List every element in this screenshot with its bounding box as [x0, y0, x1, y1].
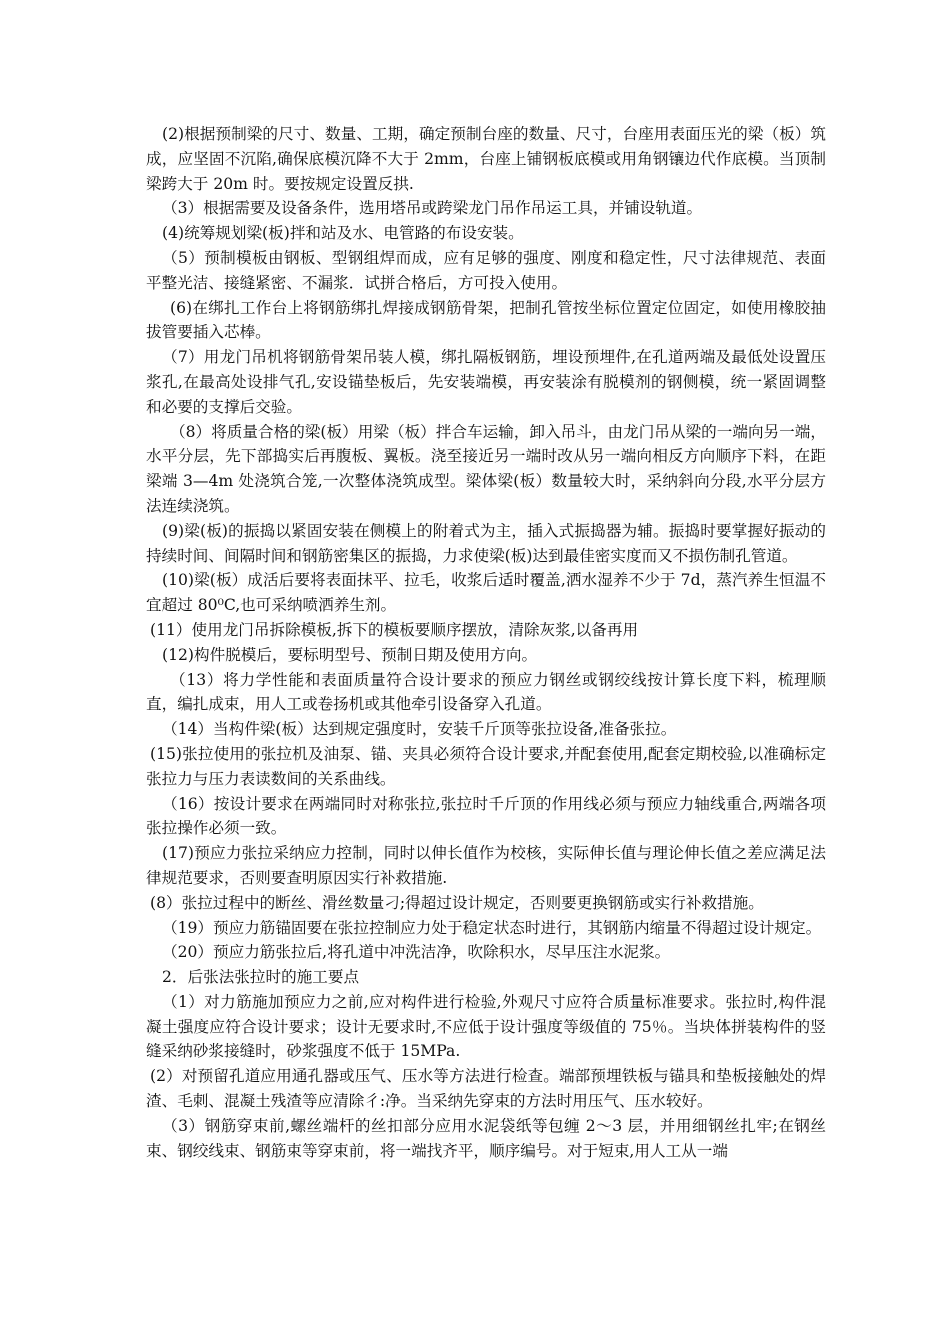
paragraph-17: (17)预应力张拉采纳应力控制，同时以伸长值作为校核，实际伸长值与理论伸长值之差应满足法律规范要求，否则要查明原因实行补救措施.	[146, 844, 826, 887]
paragraph-10: (10)梁(板）成活后要将表面抹平、拉毛，收浆后适时覆盖,洒水湿养不少于 7d，蒸汽养生恒温不宜超过 80⁰C,也可采纳喷洒养生剂。	[146, 571, 826, 615]
paragraph-9: (9)梁(板)的振捣以紧固安装在侧模上的附着式为主，插入式振捣器为辅。振捣时要掌握好振动的持续时间、间隔时间和钢筋密集区的振捣，力求使梁(板)达到最佳密实度而又不损伤制孔管道。	[146, 521, 826, 565]
paragraph-11: (11）使用龙门吊拆除模板,拆下的模板要顺序摆放，清除灰浆,以备再用	[150, 620, 639, 639]
paragraph-post-2: (2）对预留孔道应用通孔器或压气、压水等方法进行检查。端部预埋铁板与锚具和垫板接触处的焊渣、毛刺、混凝土残渣等应清除彳:净。当采纳先穿束的方法时用压气、压水较好。	[146, 1067, 826, 1111]
paragraph-8: （8）将质量合格的梁(板）用梁（板）拌合车运输，卸入吊斗，由龙门吊从梁的一端向另一端，水平分层，先下部捣实后再腹板、翼板。浇至接近另一端时改从另一端向相反方向顺序下料，在距梁端 3—4m 处浇筑合笼,一次整体浇筑成型。梁体梁(板）数量较大时，采纳斜向分段,水平分层方法连续浇筑。	[146, 422, 826, 515]
paragraph-15: (15)张拉使用的张拉机及油泵、锚、夹具必须符合设计要求,并配套使用,配套定期校验,以准确标定张拉力与压力表读数间的关系曲线。	[146, 744, 826, 788]
paragraph-3: （3）根据需要及设备条件，选用塔吊或跨梁龙门吊作吊运工具，并铺设轨道。	[162, 199, 703, 218]
paragraph-6: (6)在绑扎工作台上将钢筋绑扎焊接成钢筋骨架，把制孔管按坐标位置定位固定，如使用橡胶抽拔管要插入芯棒。	[146, 298, 826, 342]
paragraph-2: (2)根据预制梁的尺寸、数量、工期，确定预制台座的数量、尺寸，台座用表面压光的梁（板）筑成，应坚固不沉陷,确保底模沉降不大于 2mm，台座上铺钢板底模或用角钢镶边代作底模。当顶制梁跨大于 20m 时。要按规定设置反拱.	[146, 125, 826, 193]
paragraph-post-3: （3）钢筋穿束前,螺丝端杆的丝扣部分应用水泥袋纸等包缠 2～3 层，并用细钢丝扎牢;在钢丝束、钢绞线束、钢筋束等穿束前，将一端找齐平，顺序编号。对于短束,用人工从一端	[146, 1116, 826, 1160]
paragraph-5: （5）预制模板由钢板、型钢组焊而成，应有足够的强度、刚度和稳定性，尺寸法律规范、表面平整光洁、接缝紧密、不漏浆．试拼合格后，方可投入使用。	[146, 248, 826, 292]
paragraph-post-1: （1）对力筋施加预应力之前,应对构件进行检验,外观尺寸应符合质量标准要求。张拉时,构件混凝土强度应符合设计要求；设计无要求时,不应低于设计强度等级值的 75％。当块体拼装构件的竖缝采纳砂浆接缝时，砂浆强度不低于 15MPa.	[146, 992, 826, 1061]
paragraph-12: (12)构件脱模后，要标明型号、预制日期及使用方向。	[162, 645, 538, 664]
paragraph-14: （14）当构件梁(板）达到规定强度时，安装千斤顶等张拉设备,准备张拉。	[162, 720, 677, 739]
paragraph-7: （7）用龙门吊机将钢筋骨架吊装人模，绑扎隔板钢筋，埋设预埋件,在孔道两端及最低处设置压浆孔,在最高处设排气孔,安设锚垫板后，先安装端模，再安装涂有脱模剂的钢侧模，统一紧固调整和必要的支撑后交验。	[146, 348, 826, 416]
paragraph-13: （13）将力学性能和表面质量符合设计要求的预应力钢丝或钢绞线按计算长度下料，梳理顺直，编扎成束，用人工或卷扬机或其他牵引设备穿入孔道。	[146, 670, 826, 714]
paragraph-16: （16）按设计要求在两端同时对称张拉,张拉时千斤顶的作用线必须与预应力轴线重合,两端各项张拉操作必须一致。	[146, 794, 826, 838]
paragraph-20: （20）预应力筋张拉后,将孔道中冲洗洁净，吹除积水，尽早压注水泥浆。	[162, 943, 671, 962]
paragraph-4: (4)统筹规划梁(板)拌和站及水、电管路的布设安装。	[162, 224, 524, 243]
document-body	[146, 122, 826, 1163]
section-heading: 2．后张法张拉时的施工要点	[162, 968, 360, 987]
paragraph-18: (8）张拉过程中的断丝、滑丝数量刁;得超过设计规定，否则要更换钢筋或实行补救措施。	[150, 893, 764, 912]
paragraph-19: （19）预应力筋锚固要在张拉控制应力处于稳定状态时进行，其钢筋内缩量不得超过设计规定。	[162, 918, 822, 937]
